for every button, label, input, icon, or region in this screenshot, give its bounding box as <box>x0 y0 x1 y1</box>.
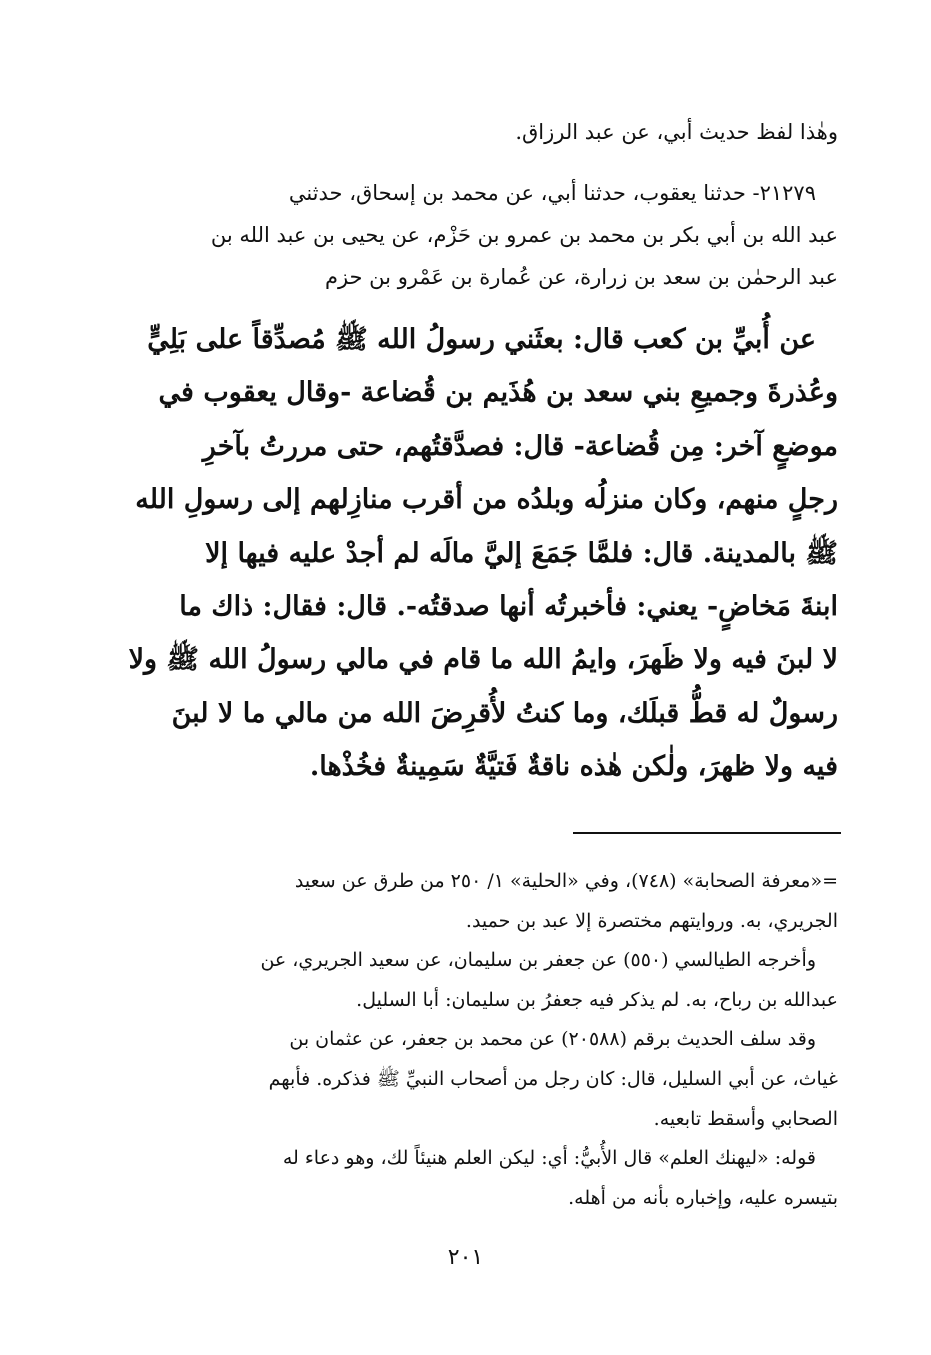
text-line: فيه ولا ظهرَ، ولٰكن هٰذه ناقةٌ فَتيَّةٌ سَمِينةٌ فخُذْها. <box>309 751 838 783</box>
footnote-line: عبدالله بن رباح، به. لم يذكر فيه جعفرُ بن سليمان: أبا السليل. <box>356 988 838 1011</box>
footnote-line: الصحابي وأسقط تابعيه. <box>653 1107 838 1130</box>
text-line: لا لبنَ فيه ولا ظَهرَ، وايمُ الله ما قام في مالي رسولُ الله ﷺ ولا <box>128 644 838 676</box>
footnote-line: قوله: «ليهنك العلم» قال الأُبيُّ: أي: ليكن العلم هنيئاً لك، وهو دعاء له <box>282 1147 816 1170</box>
footnote-line: وقد سلف الحديث برقم (٢٠٥٨٨) عن محمد بن جعفر، عن عثمان بن <box>289 1028 816 1051</box>
footnote-line: الجريري، به. وروايتهم مختصرة إلا عبد بن حميد. <box>465 909 838 932</box>
text-line: عبد الرحمٰن بن سعد بن زرارة، عن عُمارة بن عَمْرو بن حزم <box>324 265 838 289</box>
text-line: عن أُبيِّ بن كعب قال: بعثَني رسولُ الله ﷺ مُصدِّقاً على بَلِيٍّ <box>147 324 816 355</box>
footnote-line: غياث، عن أبي السليل، قال: كان رجل من أصحاب النبيِّ ﷺ فذكره. فأبهم <box>268 1067 838 1090</box>
text-line: رجلٍ منهم، وكان منزلُه وبلدُه من أقرب منازِلهم إلى رسولِ الله <box>135 484 838 516</box>
text-line: رسولٌ له قطُّ قبلَك، وما كنتُ لأُقرِضَ الله من مالي ما لا لبنَ <box>171 697 838 729</box>
text-line: ٢١٢٧٩- حدثنا يعقوب، حدثنا أبي، عن محمد بن إسحاق، حدثني <box>288 181 816 205</box>
footnotes <box>128 862 838 1218</box>
footnote-line: =«معرفة الصحابة» (٧٤٨)، وفي «الحلية» ١/ ٢٥٠ من طرق عن سعيد <box>294 870 838 892</box>
text-line: عبد الله بن أبي بكر بن محمد بن عمرو بن حَزْم، عن يحيى بن عبد الله بن <box>210 223 838 247</box>
footnote-line: وأخرجه الطيالسي (٥٥٠) عن جعفر بن سليمان، عن سعيد الجريري، عن <box>260 949 816 972</box>
text-line: ﷺ بالمدينة. قال: فلمَّا جَمَعَ إليَّ مالَه لم أجدْ عليه فيها إلا <box>205 537 838 569</box>
hadith-chain-of-narration <box>128 172 838 298</box>
page-number: ٢٠١ <box>447 1245 484 1270</box>
text-line: موضعٍ آخر: مِن قُضاعة- قال: فصدَّقتُهم، حتى مررتُ بآخرِ <box>202 430 838 462</box>
text-line: ابنةَ مَخاضٍ- يعني: فأخبرتُه أنها صدقتُه-. قال: فقال: ذاك ما <box>179 591 838 623</box>
text-line: وعُذرةَ وجميعِ بني سعد بن هُذَيم بن قُضاعة -وقال يعقوب في <box>158 377 838 409</box>
hadith-text <box>128 313 838 794</box>
text-line: وهٰذا لفظ حديث أبي، عن عبد الرزاق. <box>515 120 838 144</box>
preceding-text <box>128 112 838 152</box>
footnote-separator <box>573 832 841 834</box>
footnote-line: بتيسره عليه، وإخباره بأنه من أهله. <box>568 1186 838 1209</box>
